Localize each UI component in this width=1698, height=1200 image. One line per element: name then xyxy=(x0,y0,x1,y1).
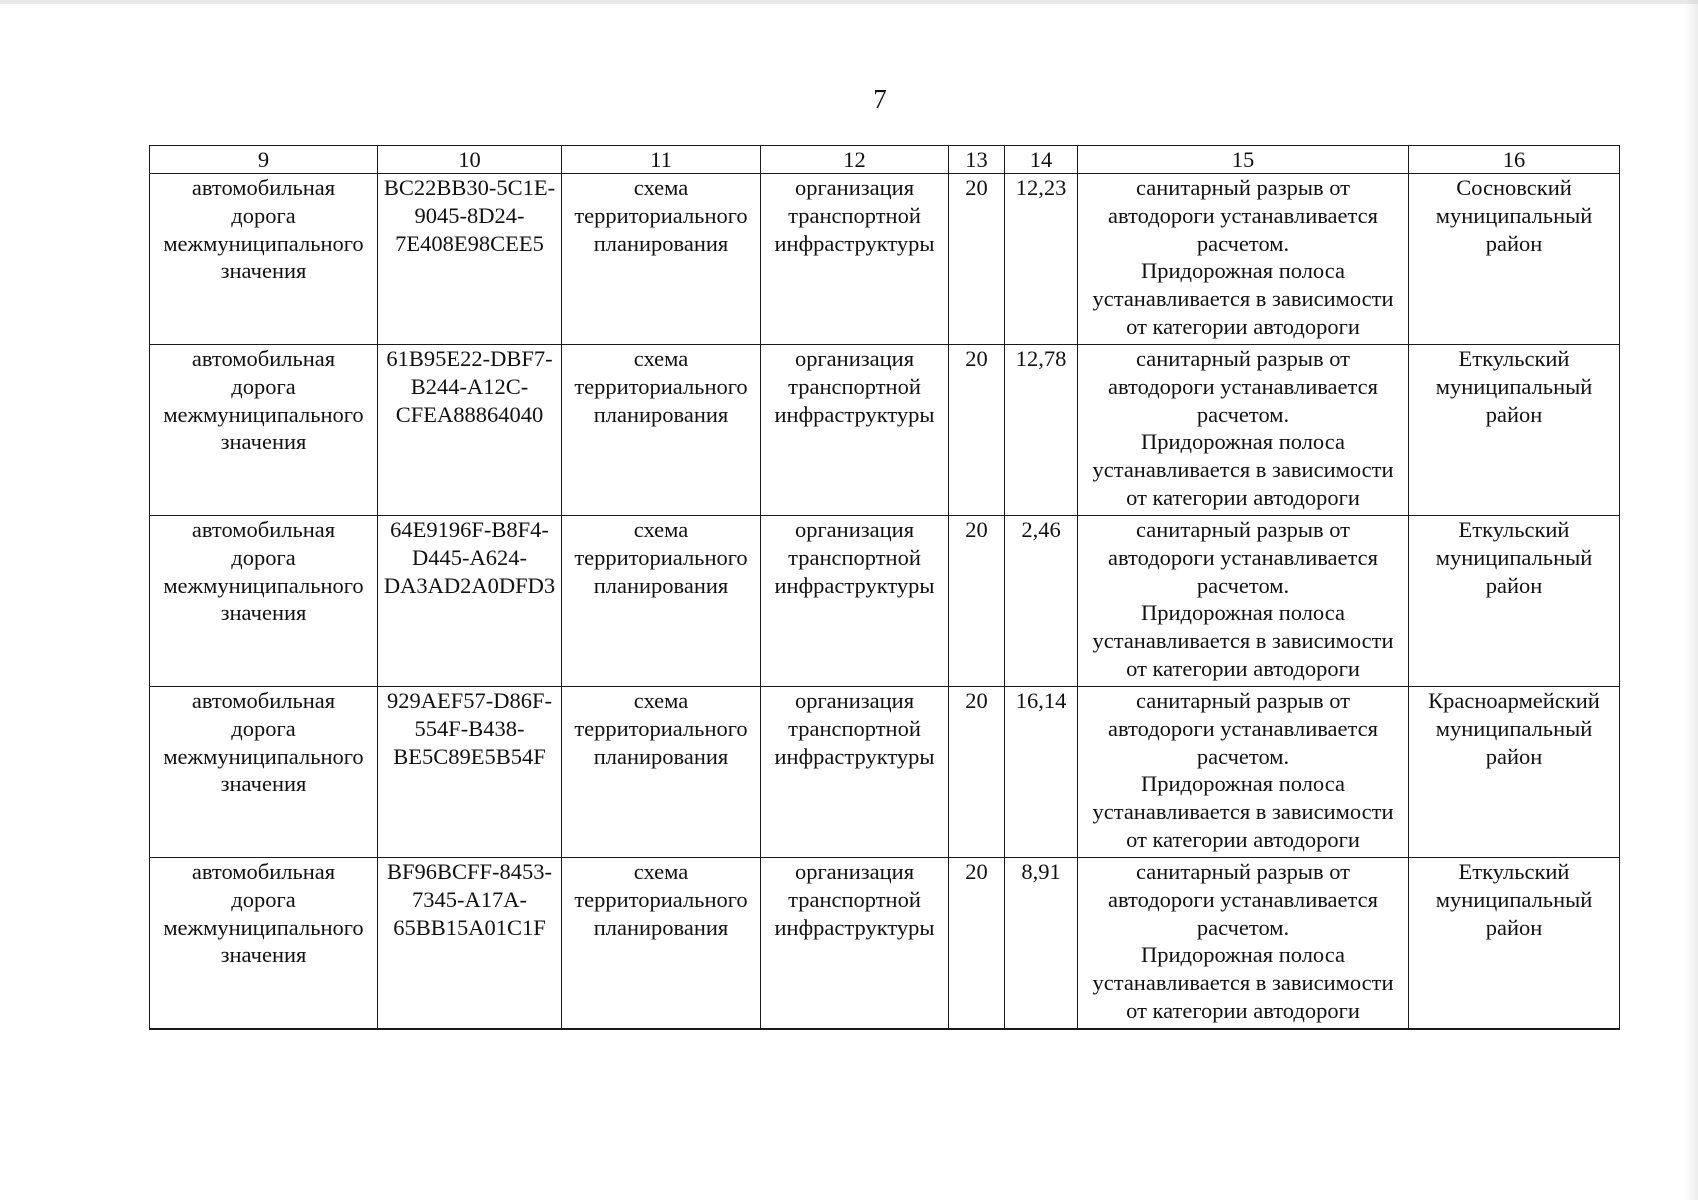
cell-line: от категории автодороги xyxy=(1126,655,1360,681)
col14-cell: 8,91 xyxy=(1005,858,1078,1030)
cell-line: дорога xyxy=(231,202,296,228)
cell-line: автодороги устанавливается xyxy=(1108,886,1378,912)
cell-line: территориального xyxy=(574,544,748,570)
cell-line: межмуниципального xyxy=(163,572,364,598)
cell-line: B244-A12C- xyxy=(410,373,529,399)
cell-line: значения xyxy=(220,600,307,626)
zone-note-cell xyxy=(1078,858,1409,1030)
column-header: 9 xyxy=(150,146,378,174)
cell-line: расчетом. xyxy=(1196,572,1290,598)
cell-line: район xyxy=(1485,743,1543,769)
cell-line: организация xyxy=(794,346,915,371)
header-row xyxy=(150,146,1620,174)
identifier-cell xyxy=(378,174,562,345)
cell-line: организация xyxy=(794,517,915,542)
cell-line: планирования xyxy=(593,230,729,256)
cell-line: дорога xyxy=(231,886,296,912)
table-row xyxy=(150,174,1620,345)
cell-line: от категории автодороги xyxy=(1126,313,1360,339)
purpose-cell xyxy=(761,516,949,687)
cell-line: планирования xyxy=(593,401,729,427)
cell-line: автомобильная xyxy=(191,346,336,371)
cell-line: район xyxy=(1485,401,1543,427)
cell-line: территориального xyxy=(574,202,748,228)
cell-line: организация xyxy=(794,175,915,200)
cell-line: санитарный разрыв от xyxy=(1135,175,1351,200)
purpose-cell xyxy=(761,858,949,1030)
object-type-cell xyxy=(150,858,378,1030)
cell-line: санитарный разрыв от xyxy=(1135,688,1351,713)
cell-line: Придорожная полоса xyxy=(1140,429,1345,455)
document-cell xyxy=(562,345,761,516)
cell-line: Еткульский xyxy=(1458,346,1570,371)
cell-line: межмуниципального xyxy=(163,743,364,769)
cell-line: схема xyxy=(633,517,689,542)
scan-top-edge xyxy=(0,0,1698,4)
column-header: 15 xyxy=(1078,146,1409,174)
object-type-cell xyxy=(150,687,378,858)
cell-line: Придорожная полоса xyxy=(1140,942,1345,968)
zone-note-cell xyxy=(1078,345,1409,516)
cell-line: транспортной xyxy=(788,202,921,228)
column-header: 11 xyxy=(562,146,761,174)
cell-line: муниципальный xyxy=(1435,886,1593,912)
cell-line: 61B95E22-DBF7- xyxy=(386,346,553,371)
cell-line: межмуниципального xyxy=(163,914,364,940)
cell-line: санитарный разрыв от xyxy=(1135,517,1351,542)
cell-line: территориального xyxy=(574,715,748,741)
cell-line: BF96BCFF-8453- xyxy=(386,859,553,884)
cell-line: автомобильная xyxy=(191,688,336,713)
cell-line: Еткульский xyxy=(1458,859,1570,884)
column-header: 12 xyxy=(761,146,949,174)
identifier-cell xyxy=(378,516,562,687)
col13-cell: 20 xyxy=(949,687,1005,858)
document-cell xyxy=(562,174,761,345)
zone-note-cell xyxy=(1078,516,1409,687)
object-type-cell xyxy=(150,345,378,516)
cell-line: 9045-8D24- xyxy=(414,202,525,228)
cell-line: 65BB15A01C1F xyxy=(393,914,546,940)
cell-line: инфраструктуры xyxy=(774,743,935,769)
table-row xyxy=(150,345,1620,516)
cell-line: значения xyxy=(220,942,307,968)
cell-line: организация xyxy=(794,859,915,884)
cell-line: район xyxy=(1485,572,1543,598)
col13-cell: 20 xyxy=(949,345,1005,516)
cell-line: Еткульский xyxy=(1458,517,1570,542)
cell-line: устанавливается в зависимости xyxy=(1092,970,1394,996)
col14-cell: 12,23 xyxy=(1005,174,1078,345)
cell-line: планирования xyxy=(593,743,729,769)
cell-line: транспортной xyxy=(788,715,921,741)
cell-line: CFEA88864040 xyxy=(395,401,544,427)
table-row xyxy=(150,687,1620,858)
cell-line: схема xyxy=(633,859,689,884)
table-body xyxy=(150,174,1620,1030)
cell-line: автомобильная xyxy=(191,859,336,884)
cell-line: муниципальный xyxy=(1435,202,1593,228)
cell-line: BE5C89E5B54F xyxy=(393,743,546,769)
purpose-cell xyxy=(761,174,949,345)
cell-line: планирования xyxy=(593,914,729,940)
cell-line: Красноармейский xyxy=(1428,688,1600,713)
scan-right-edge xyxy=(1684,0,1698,1200)
purpose-cell xyxy=(761,345,949,516)
district-cell xyxy=(1409,345,1620,516)
identifier-cell xyxy=(378,345,562,516)
cell-line: схема xyxy=(633,175,689,200)
cell-line: дорога xyxy=(231,715,296,741)
district-cell xyxy=(1409,516,1620,687)
cell-line: D445-A624- xyxy=(412,544,527,570)
cell-line: расчетом. xyxy=(1196,914,1290,940)
table-row xyxy=(150,858,1620,1030)
cell-line: DA3AD2A0DFD3 xyxy=(383,572,556,598)
cell-line: муниципальный xyxy=(1435,715,1593,741)
cell-line: инфраструктуры xyxy=(774,401,935,427)
cell-line: расчетом. xyxy=(1196,743,1290,769)
object-type-cell xyxy=(150,516,378,687)
column-header: 14 xyxy=(1005,146,1078,174)
col13-cell: 20 xyxy=(949,174,1005,345)
cell-line: значения xyxy=(220,429,307,455)
cell-line: транспортной xyxy=(788,886,921,912)
cell-line: Придорожная полоса xyxy=(1140,600,1345,626)
cell-line: организация xyxy=(794,688,915,713)
cell-line: автодороги устанавливается xyxy=(1108,202,1378,228)
cell-line: инфраструктуры xyxy=(774,230,935,256)
identifier-cell xyxy=(378,858,562,1030)
cell-line: 64E9196F-B8F4- xyxy=(390,517,549,542)
district-cell xyxy=(1409,858,1620,1030)
cell-line: от категории автодороги xyxy=(1126,997,1360,1023)
cell-line: Придорожная полоса xyxy=(1140,771,1345,797)
cell-line: район xyxy=(1485,914,1543,940)
cell-line: планирования xyxy=(593,572,729,598)
cell-line: инфраструктуры xyxy=(774,572,935,598)
cell-line: район xyxy=(1485,230,1543,256)
cell-line: расчетом. xyxy=(1196,401,1290,427)
cell-line: схема xyxy=(633,346,689,371)
cell-line: автодороги устанавливается xyxy=(1108,544,1378,570)
page-number: 7 xyxy=(873,84,887,114)
cell-line: 7345-A17A- xyxy=(412,886,527,912)
cell-line: автодороги устанавливается xyxy=(1108,715,1378,741)
column-header: 10 xyxy=(378,146,562,174)
table-row xyxy=(150,516,1620,687)
cell-line: 7E408E98CEE5 xyxy=(395,230,544,256)
cell-line: санитарный разрыв от xyxy=(1135,859,1351,884)
cell-line: санитарный разрыв от xyxy=(1135,346,1351,371)
cell-line: транспортной xyxy=(788,373,921,399)
cell-line: от категории автодороги xyxy=(1126,826,1360,852)
cell-line: устанавливается в зависимости xyxy=(1092,286,1394,312)
cell-line: муниципальный xyxy=(1435,544,1593,570)
cell-line: расчетом. xyxy=(1196,230,1290,256)
cell-line: Придорожная полоса xyxy=(1140,258,1345,284)
purpose-cell xyxy=(761,687,949,858)
cell-line: межмуниципального xyxy=(163,230,364,256)
cell-line: 554F-B438- xyxy=(414,715,525,741)
cell-line: значения xyxy=(220,771,307,797)
col14-cell: 16,14 xyxy=(1005,687,1078,858)
cell-line: BC22BB30-5C1E- xyxy=(383,175,556,200)
col14-cell: 12,78 xyxy=(1005,345,1078,516)
cell-line: муниципальный xyxy=(1435,373,1593,399)
cell-line: территориального xyxy=(574,373,748,399)
cell-line: межмуниципального xyxy=(163,401,364,427)
cell-line: дорога xyxy=(231,373,296,399)
zone-note-cell xyxy=(1078,174,1409,345)
cell-line: устанавливается в зависимости xyxy=(1092,628,1394,654)
district-cell xyxy=(1409,687,1620,858)
cell-line: устанавливается в зависимости xyxy=(1092,457,1394,483)
col14-cell: 2,46 xyxy=(1005,516,1078,687)
registry-table xyxy=(149,145,1620,1030)
col13-cell: 20 xyxy=(949,516,1005,687)
district-cell xyxy=(1409,174,1620,345)
cell-line: дорога xyxy=(231,544,296,570)
cell-line: территориального xyxy=(574,886,748,912)
zone-note-cell xyxy=(1078,687,1409,858)
cell-line: транспортной xyxy=(788,544,921,570)
cell-line: инфраструктуры xyxy=(774,914,935,940)
cell-line: значения xyxy=(220,258,307,284)
object-type-cell xyxy=(150,174,378,345)
cell-line: устанавливается в зависимости xyxy=(1092,799,1394,825)
cell-line: Сосновский xyxy=(1456,175,1572,200)
document-cell xyxy=(562,687,761,858)
cell-line: схема xyxy=(633,688,689,713)
document-cell xyxy=(562,516,761,687)
cell-line: автодороги устанавливается xyxy=(1108,373,1378,399)
document-cell xyxy=(562,858,761,1030)
identifier-cell xyxy=(378,687,562,858)
col13-cell: 20 xyxy=(949,858,1005,1030)
cell-line: автомобильная xyxy=(191,175,336,200)
cell-line: автомобильная xyxy=(191,517,336,542)
column-header: 13 xyxy=(949,146,1005,174)
column-header: 16 xyxy=(1409,146,1620,174)
cell-line: 929AEF57-D86F- xyxy=(386,688,552,713)
cell-line: от категории автодороги xyxy=(1126,484,1360,510)
